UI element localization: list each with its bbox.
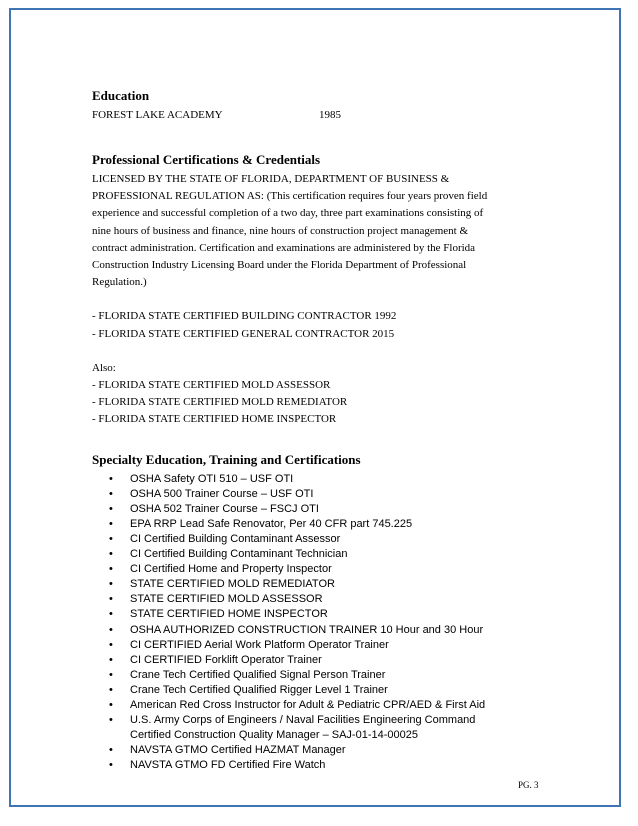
list-item xyxy=(92,577,552,592)
bullet-icon: • xyxy=(109,638,113,651)
graduation-year: 1985 xyxy=(319,109,341,121)
list-item xyxy=(92,562,552,577)
list-item-text: OSHA 500 Trainer Course – USF OTI xyxy=(130,487,314,500)
list-item xyxy=(92,607,552,622)
education-row xyxy=(92,106,552,124)
list-item xyxy=(92,517,552,532)
bullet-icon: • xyxy=(109,699,113,712)
list-item-text: OSHA 502 Trainer Course – FSCJ OTI xyxy=(130,502,319,515)
list-item xyxy=(92,713,552,743)
description-line: nine hours of business and finance, nine hours of construction project management & xyxy=(92,224,469,237)
license-description xyxy=(92,171,552,291)
bullet-icon: • xyxy=(109,593,113,606)
list-item xyxy=(92,668,552,683)
bullet-icon: • xyxy=(109,578,113,591)
list-item-text: CI CERTIFIED Aerial Work Platform Operator Trainer xyxy=(130,638,389,651)
specialty-list xyxy=(92,472,552,774)
additional-certifications xyxy=(92,377,552,429)
list-item xyxy=(92,502,552,517)
list-item xyxy=(92,638,552,653)
list-item xyxy=(92,758,552,773)
list-item xyxy=(92,487,552,502)
list-item xyxy=(92,623,552,638)
list-item xyxy=(92,743,552,758)
certification-item: - FLORIDA STATE CERTIFIED BUILDING CONTRACTOR 1992 xyxy=(92,310,397,323)
bullet-icon: • xyxy=(109,487,113,500)
bullet-icon: • xyxy=(109,502,113,515)
list-item-text: CI Certified Building Contaminant Technician xyxy=(130,548,348,561)
list-item-text: NAVSTA GTMO FD Certified Fire Watch xyxy=(130,759,326,772)
list-item-text: STATE CERTIFIED MOLD REMEDIATOR xyxy=(130,578,335,591)
page-number: PG. 3 xyxy=(518,780,539,790)
certification-item: - FLORIDA STATE CERTIFIED GENERAL CONTRACTOR 2015 xyxy=(92,327,395,340)
certifications-section xyxy=(92,150,552,429)
list-item xyxy=(92,532,552,547)
list-item-text: OSHA Safety OTI 510 – USF OTI xyxy=(130,472,294,485)
education-section xyxy=(92,86,552,124)
description-line: Construction Industry Licensing Board under the Florida Department of Professional xyxy=(92,259,467,272)
list-item-text: Crane Tech Certified Qualified Rigger Level 1 Trainer xyxy=(130,683,388,696)
primary-certifications xyxy=(92,308,552,342)
list-item-text: OSHA AUTHORIZED CONSTRUCTION TRAINER 10 Hour and 30 Hour xyxy=(130,623,484,636)
certification-item: - FLORIDA STATE CERTIFIED HOME INSPECTOR xyxy=(92,413,337,426)
list-item-text: CI Certified Home and Property Inspector xyxy=(130,563,332,576)
bullet-icon: • xyxy=(109,623,113,636)
list-item-text-continued: Certified Construction Quality Manager – SAJ-01-14-00025 xyxy=(130,729,418,742)
school-name: FOREST LAKE ACADEMY xyxy=(92,109,223,121)
description-line: Regulation.) xyxy=(92,276,147,289)
bullet-icon: • xyxy=(109,517,113,530)
resume-content xyxy=(92,86,552,774)
bullet-icon: • xyxy=(109,683,113,696)
list-item-text: NAVSTA GTMO Certified HAZMAT Manager xyxy=(130,744,346,757)
list-item-text: Crane Tech Certified Qualified Signal Person Trainer xyxy=(130,668,386,681)
education-heading: Education xyxy=(92,88,150,103)
bullet-icon: • xyxy=(109,759,113,772)
list-item xyxy=(92,683,552,698)
bullet-icon: • xyxy=(109,744,113,757)
specialty-section xyxy=(92,450,552,774)
specialty-heading: Specialty Education, Training and Certifications xyxy=(92,451,361,467)
list-item-text: EPA RRP Lead Safe Renovator, Per 40 CFR part 745.225 xyxy=(130,517,413,530)
list-item-text: American Red Cross Instructor for Adult & Pediatric CPR/AED & First Aid xyxy=(130,699,486,712)
description-line: LICENSED BY THE STATE OF FLORIDA, DEPARTMENT OF BUSINESS & xyxy=(92,173,450,185)
description-line: contract administration. Certification and examinations are administered by the Florida xyxy=(92,241,476,254)
list-item xyxy=(92,592,552,607)
certification-item: - FLORIDA STATE CERTIFIED MOLD ASSESSOR xyxy=(92,379,331,392)
list-item xyxy=(92,653,552,668)
list-item-text: CI Certified Building Contaminant Assessor xyxy=(130,533,341,546)
list-item xyxy=(92,472,552,487)
list-item-text: U.S. Army Corps of Engineers / Naval Facilities Engineering Command xyxy=(130,714,476,727)
certifications-heading: Professional Certifications & Credentials xyxy=(92,152,321,167)
also-label: Also: xyxy=(92,361,116,374)
bullet-icon: • xyxy=(109,714,113,727)
list-item xyxy=(92,547,552,562)
bullet-icon: • xyxy=(109,472,113,485)
list-item-text: STATE CERTIFIED MOLD ASSESSOR xyxy=(130,593,323,606)
bullet-icon: • xyxy=(109,653,113,666)
bullet-icon: • xyxy=(109,548,113,561)
bullet-icon: • xyxy=(109,563,113,576)
bullet-icon: • xyxy=(109,533,113,546)
list-item-text: CI CERTIFIED Forklift Operator Trainer xyxy=(130,653,322,666)
list-item xyxy=(92,698,552,713)
list-item-text: STATE CERTIFIED HOME INSPECTOR xyxy=(130,608,328,621)
certification-item: - FLORIDA STATE CERTIFIED MOLD REMEDIATOR xyxy=(92,396,348,409)
bullet-icon: • xyxy=(109,668,113,681)
description-line: PROFESSIONAL REGULATION AS: (This certification requires four years proven field xyxy=(92,190,488,203)
description-line: experience and successful completion of a two day, three part examinations consisting of xyxy=(92,207,484,220)
bullet-icon: • xyxy=(109,608,113,621)
